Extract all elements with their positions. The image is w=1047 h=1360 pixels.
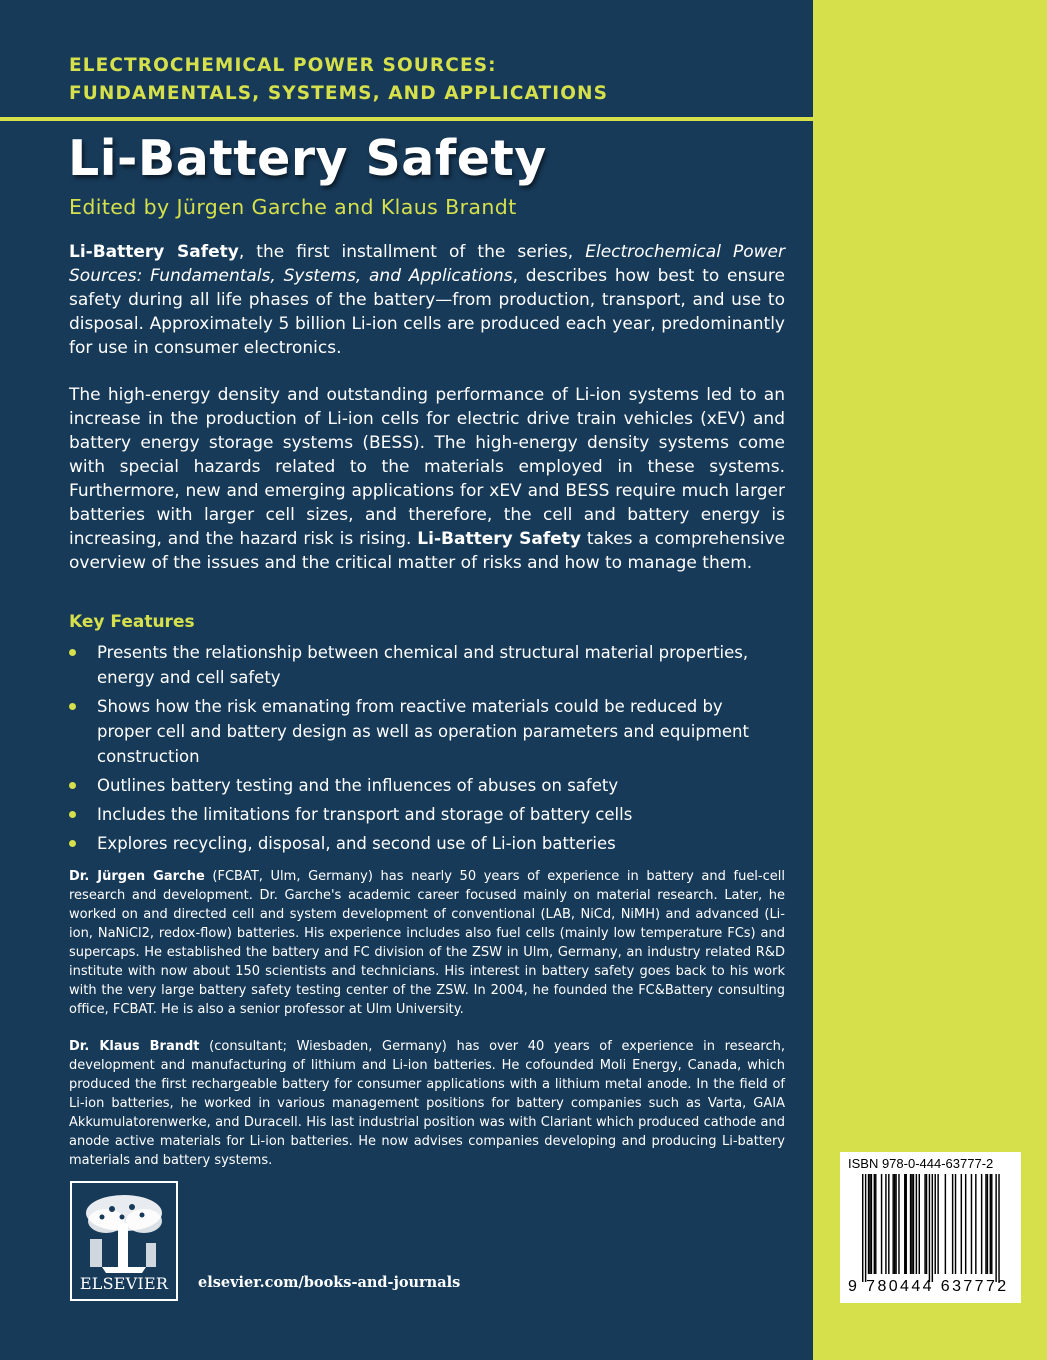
barcode-bar: [865, 1174, 866, 1282]
barcode-bar: [990, 1174, 991, 1274]
feature-text: Presents the relationship between chemical and structural material properties, energy and cell safety: [97, 643, 749, 687]
barcode-bar: [961, 1174, 962, 1274]
barcode-bar: [862, 1174, 863, 1282]
barcode-bar: [906, 1174, 907, 1274]
barcode-panel: [840, 1152, 1021, 1303]
publisher-url[interactable]: elsevier.com/books-and-journals: [198, 1274, 461, 1291]
barcode-bar: [935, 1174, 936, 1274]
barcode-bar: [868, 1174, 869, 1274]
intro-text: takes a comprehensive overview of the issues and the critical matter of risks and how to manage them.: [69, 529, 785, 573]
feature-text: Explores recycling, disposal, and second use of Li-ion batteries: [97, 834, 616, 853]
bullet-icon: [69, 703, 76, 710]
barcode-bar: [919, 1174, 920, 1274]
barcode-bar: [929, 1174, 930, 1282]
barcode-bar: [975, 1174, 976, 1274]
series-title: [69, 52, 608, 108]
feature-text: Shows how the risk emanating from reactive materials could be reduced by proper cell and battery design as well as operation parameters and equipment construction: [97, 697, 749, 766]
editors-line: Edited by Jürgen Garche and Klaus Brandt: [69, 195, 517, 219]
barcode-bar: [881, 1174, 882, 1274]
barcode-bar: [875, 1174, 876, 1274]
barcode-bar: [981, 1174, 982, 1274]
bullet-icon: [69, 840, 76, 847]
barcode-bar: [885, 1174, 886, 1274]
barcode-bar: [888, 1174, 889, 1274]
intro-text: , the first installment of the series,: [238, 242, 586, 262]
author-name: Dr. Jürgen Garche: [69, 869, 205, 884]
barcode-bar: [869, 1174, 870, 1274]
barcode-bar: [926, 1174, 927, 1274]
barcode-digits: 9 780444 637772: [848, 1278, 1009, 1295]
elsevier-logo: [70, 1181, 178, 1301]
barcode-bar: [985, 1174, 986, 1274]
barcode-bar: [916, 1174, 917, 1274]
intro-paragraph-2: [69, 383, 785, 575]
barcode-bar: [998, 1174, 999, 1282]
barcode-bar: [995, 1174, 996, 1282]
book-title: Li-Battery Safety: [68, 130, 547, 187]
barcode-bar: [895, 1174, 896, 1274]
bio-garche: [69, 867, 785, 1019]
feature-text: Includes the limitations for transport and storage of battery cells: [97, 805, 633, 824]
bio-text: (consultant; Wiesbaden, Germany) has over 40 years of experience in research, development and manufacturing of lithium and Li-ion batteries. He cofounded Moli Energy, Canada, which produced the first rechargeable battery for consumer applications with a lithium metal anode. In the field of Li-ion batteries, he worked in various management positions for battery companies such as Varta, GAIA Akkumulatorenwerke, and Duracell. His last industrial position was with Clariant which produced cathode and anode active materials for Li-ion batteries. He now advises companies developing and producing Li-battery materials and battery systems.: [69, 1039, 785, 1168]
elsevier-wordmark: ELSEVIER: [79, 1274, 169, 1293]
bullet-icon: [69, 782, 76, 789]
intro-text: The high-energy density and outstanding performance of Li-ion systems led to an increase in the production of Li-ion cells for electric drive train vehicles (xEV) and battery energy storage systems (BESS). The high-energy density systems come with special hazards related to the materials employed in these systems. Furthermore, new and emerging applications for xEV and BESS require much larger batteries with larger cell sizes, and therefore, the cell and battery energy is increasing, and the hazard risk is rising.: [69, 385, 785, 549]
author-name: Dr. Klaus Brandt: [69, 1039, 200, 1054]
barcode-bar: [955, 1174, 956, 1274]
isbn-label: ISBN 978-0-444-63777-2: [848, 1156, 994, 1171]
barcode-bar: [937, 1174, 938, 1274]
feature-item: [69, 773, 749, 798]
series-line-2: FUNDAMENTALS, SYSTEMS, AND APPLICATIONS: [69, 83, 609, 104]
feature-item: [69, 694, 749, 769]
barcode-bar: [932, 1174, 933, 1282]
barcode-bar: [945, 1174, 946, 1274]
feature-item: [69, 831, 749, 856]
barcode-bar: [894, 1174, 895, 1274]
divider-rule: [0, 117, 813, 121]
intro-paragraph-1: [69, 240, 785, 360]
bio-brandt: [69, 1037, 785, 1170]
barcode-bar: [911, 1174, 912, 1274]
feature-text: Outlines battery testing and the influences of abuses on safety: [97, 776, 619, 795]
barcode-bar: [898, 1174, 899, 1274]
bullet-icon: [69, 811, 76, 818]
book-title-inline: Li-Battery Safety: [69, 242, 239, 262]
feature-item: [69, 640, 749, 690]
series-title-inline: Electrochemical Power Sources: Fundamentals, Systems, and Applications: [69, 242, 785, 286]
barcode-bar: [874, 1174, 875, 1274]
book-title-inline: Li-Battery Safety: [417, 529, 581, 549]
barcode-bar: [971, 1174, 972, 1274]
barcode-bar: [952, 1174, 953, 1274]
key-features-list: [69, 640, 749, 860]
barcode-bar: [910, 1174, 911, 1274]
barcode-bar: [987, 1174, 988, 1274]
barcode-bar: [924, 1174, 925, 1274]
barcode-bar: [965, 1174, 966, 1274]
feature-item: [69, 802, 749, 827]
barcode-bar: [871, 1174, 872, 1274]
intro-text: , describes how best to ensure safety during all life phases of the battery—from production, transport, and use to disposal. Approximately 5 billion Li-ion cells are produced each year, predominantly for use in consumer electronics.: [69, 266, 785, 358]
bio-text: (FCBAT, Ulm, Germany) has nearly 50 years of experience in battery and fuel-cell research and development. Dr. Garche's academic career focused mainly on material research. Later, he worked on and directed cell and system development of conventional (LAB, NiCd, NiMH) and advanced (Li-ion, NaNiCl2, redox-flow) batteries. His experience includes also fuel cells (mainly low temperature FCs) and supercaps. He established the battery and FC division of the ZSW in Ulm, Germany, an industry related R&D institute with now about 150 scientists and technicians. His interest in battery safety goes back to his work with the very large battery safety testing center of the ZSW. In 2004, he founded the FC&Battery consulting office, FCBAT. He is also a senior professor at Ulm University.: [69, 869, 785, 1017]
barcode-bar: [892, 1174, 893, 1274]
bullet-icon: [69, 649, 76, 656]
key-features-heading: Key Features: [69, 612, 195, 632]
tree-icon: [72, 1187, 176, 1279]
series-line-1: ELECTROCHEMICAL POWER SOURCES:: [69, 55, 497, 76]
barcode-bar: [904, 1174, 905, 1274]
barcode-bar: [913, 1174, 914, 1274]
barcode-bar: [991, 1174, 992, 1274]
